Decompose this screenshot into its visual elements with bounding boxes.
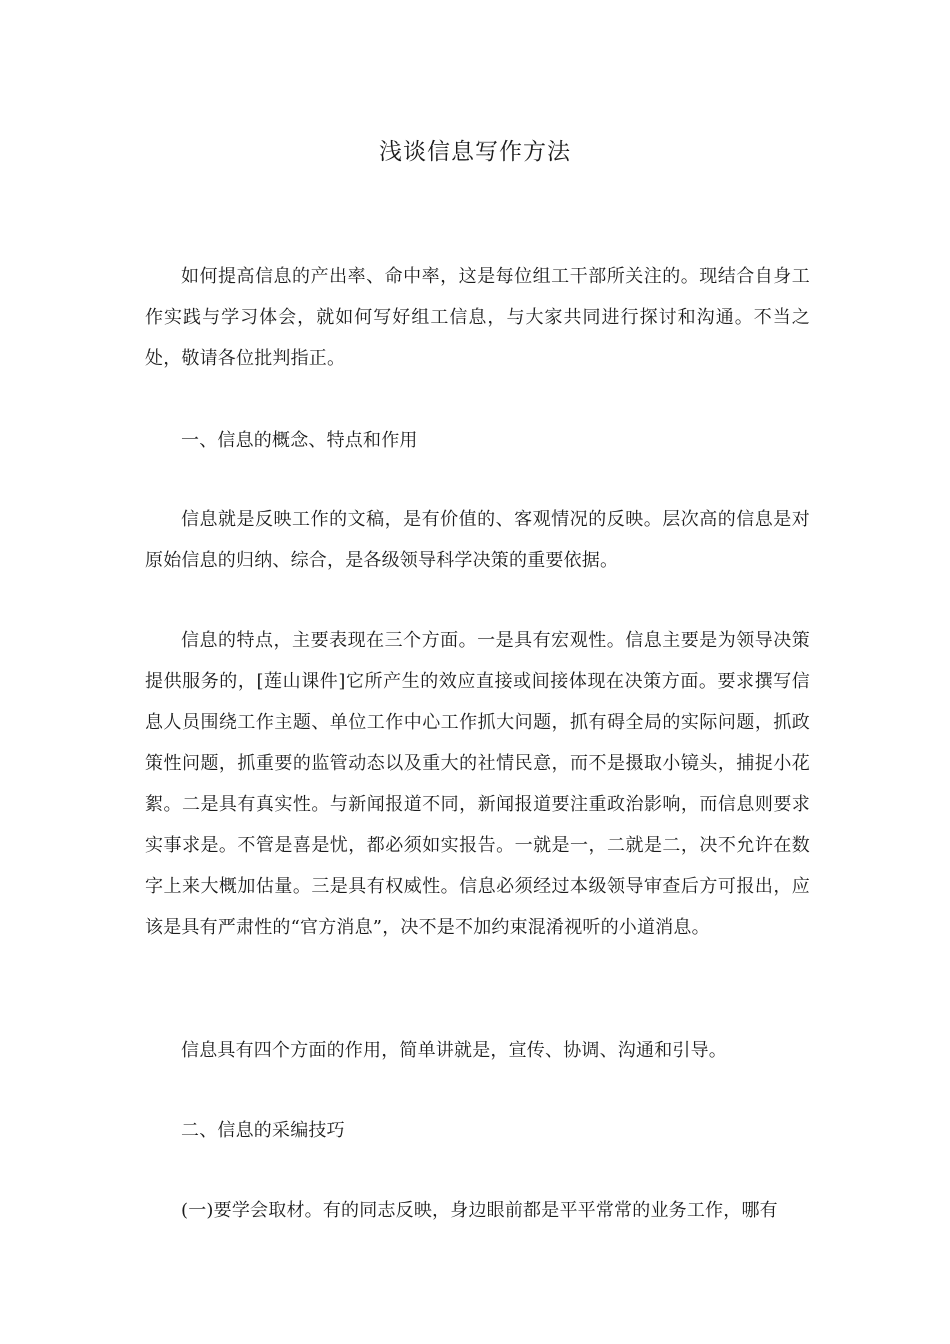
document-title: 浅谈信息写作方法	[379, 139, 571, 165]
heading-section-2: 二、信息的采编技巧	[181, 1120, 345, 1141]
paragraph-definition: 信息就是反映工作的文稿，是有价值的、客观情况的反映。层次高的信息是对原始信息的归纳、综合，是各级领导科学决策的重要依据。	[145, 509, 810, 571]
paragraph-characteristics: 信息的特点，主要表现在三个方面。一是具有宏观性。信息主要是为领导决策提供服务的，[莲山课件]它所产生的效应直接或间接体现在决策方面。要求撰写信息人员围绕工作主题、单位工作中心工作抓大问题，抓有碍全局的实际问题，抓政策性问题，抓重要的监管动态以及重大的社情民意，而不是摄取小镜头，捕捉小花絮。二是具有真实性。与新闻报道不同，新闻报道要注重政治影响，而信息则要求实事求是。不管是喜是忧，都必须如实报告。一就是一，二就是二，决不允许在数字上来大概加估量。三是具有权威性。信息必须经过本级领导审查后方可报出，应该是具有严肃性的“官方消息”，决不是不加约束混淆视听的小道消息。	[145, 630, 810, 938]
paragraph-functions: 信息具有四个方面的作用，简单讲就是，宣传、协调、沟通和引导。	[181, 1040, 727, 1061]
paragraph-intro: 如何提高信息的产出率、命中率，这是每位组工干部所关注的。现结合自身工作实践与学习体会，就如何写好组工信息，与大家共同进行探讨和沟通。不当之处，敬请各位批判指正。	[145, 266, 810, 369]
heading-section-1: 一、信息的概念、特点和作用	[181, 430, 418, 451]
paragraph-material: (一)要学会取材。有的同志反映，身边眼前都是平平常常的业务工作，哪有	[181, 1200, 778, 1221]
